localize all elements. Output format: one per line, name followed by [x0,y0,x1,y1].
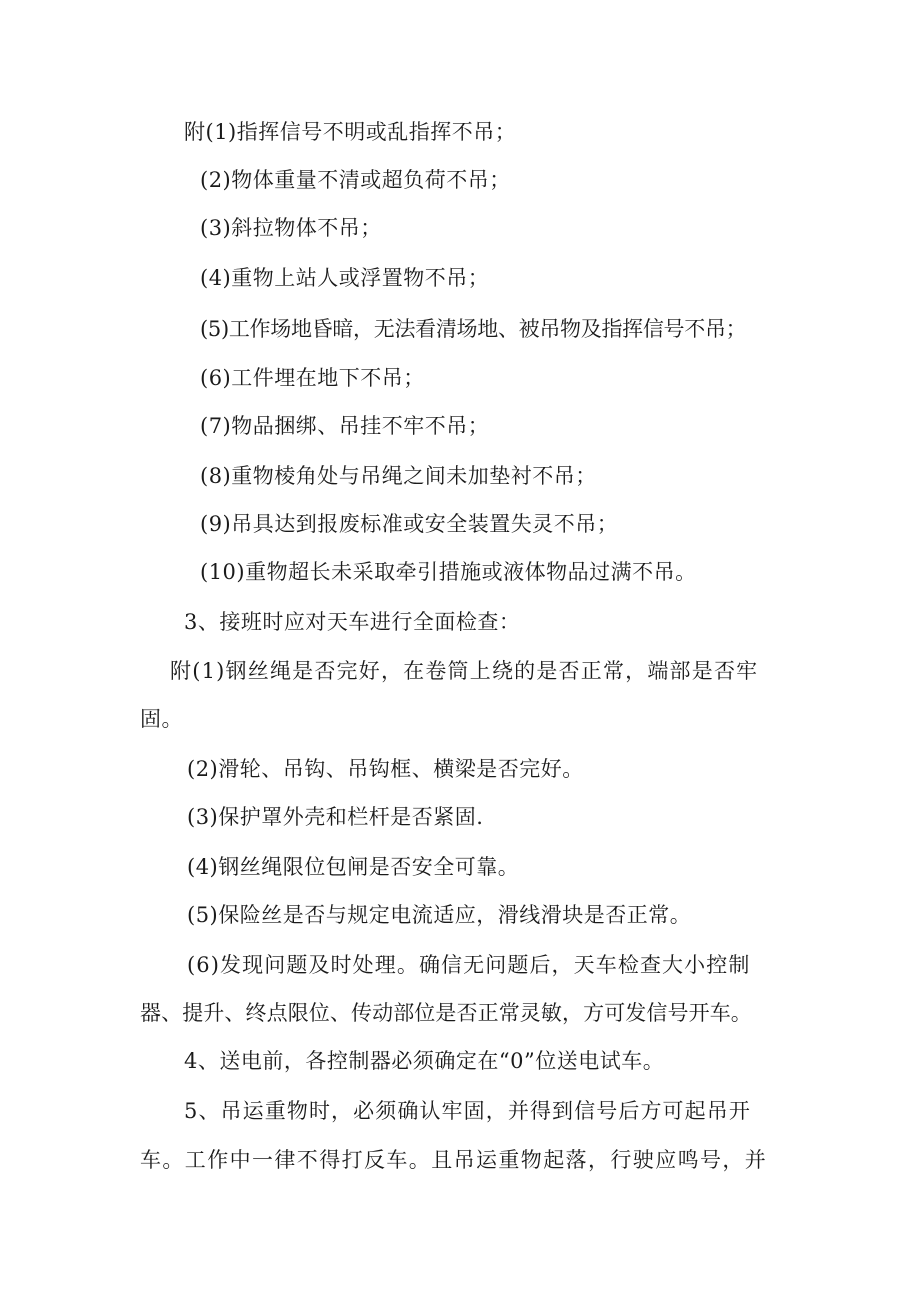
text-line: (6)发现问题及时处理。确信无问题后，天车检查大小控制 [187,953,751,977]
section-heading: 5、吊运重物时，必须确认牢固，并得到信号后方可起吊开 [184,1099,751,1123]
text-line: (2)滑轮、吊钩、吊钩框、横梁是否完好。 [187,757,584,781]
section-heading: 3、接班时应对天车进行全面检查： [184,610,521,634]
text-line: (6)工件埋在地下不吊； [200,366,425,390]
text-line: (3)斜拉物体不吊； [200,216,382,240]
text-line: 车。工作中一律不得打反车。且吊运重物起落，行驶应鸣号，并 [140,1148,768,1172]
text-line: (7)物品捆绑、吊挂不牢不吊； [200,414,490,438]
text-line: (8)重物棱角处与吊绳之间未加垫衬不吊； [200,464,597,488]
text-line: (10)重物超长未采取牵引措施或液体物品过满不吊。 [200,560,697,584]
text-line: 附(1)指挥信号不明或乱指挥不吊； [184,120,517,144]
text-line: 附(1)钢丝绳是否完好，在卷筒上绕的是否正常，端部是否牢 [170,659,759,683]
text-line: (4)钢丝绳限位包闸是否安全可靠。 [187,855,520,879]
text-line: (9)吊具达到报废标准或安全装置失灵不吊； [200,512,619,536]
text-line: (2)物体重量不清或超负荷不吊； [200,168,511,192]
section-heading: 4、送电前，各控制器必须确定在“0”位送电试车。 [184,1049,665,1073]
text-line: (5)工作场地昏暗，无法看清场地、被吊物及指挥信号不吊； [200,317,747,341]
text-line: 固。 [140,707,183,731]
text-line: (3)保护罩外壳和栏杆是否紧固. [187,805,484,829]
text-line: 器、提升、终点限位、传动部位是否正常灵敏，方可发信号开车。 [140,1001,752,1025]
text-line: (5)保险丝是否与规定电流适应，滑线滑块是否正常。 [187,903,692,927]
text-line: (4)重物上站人或浮置物不吊； [200,266,490,290]
